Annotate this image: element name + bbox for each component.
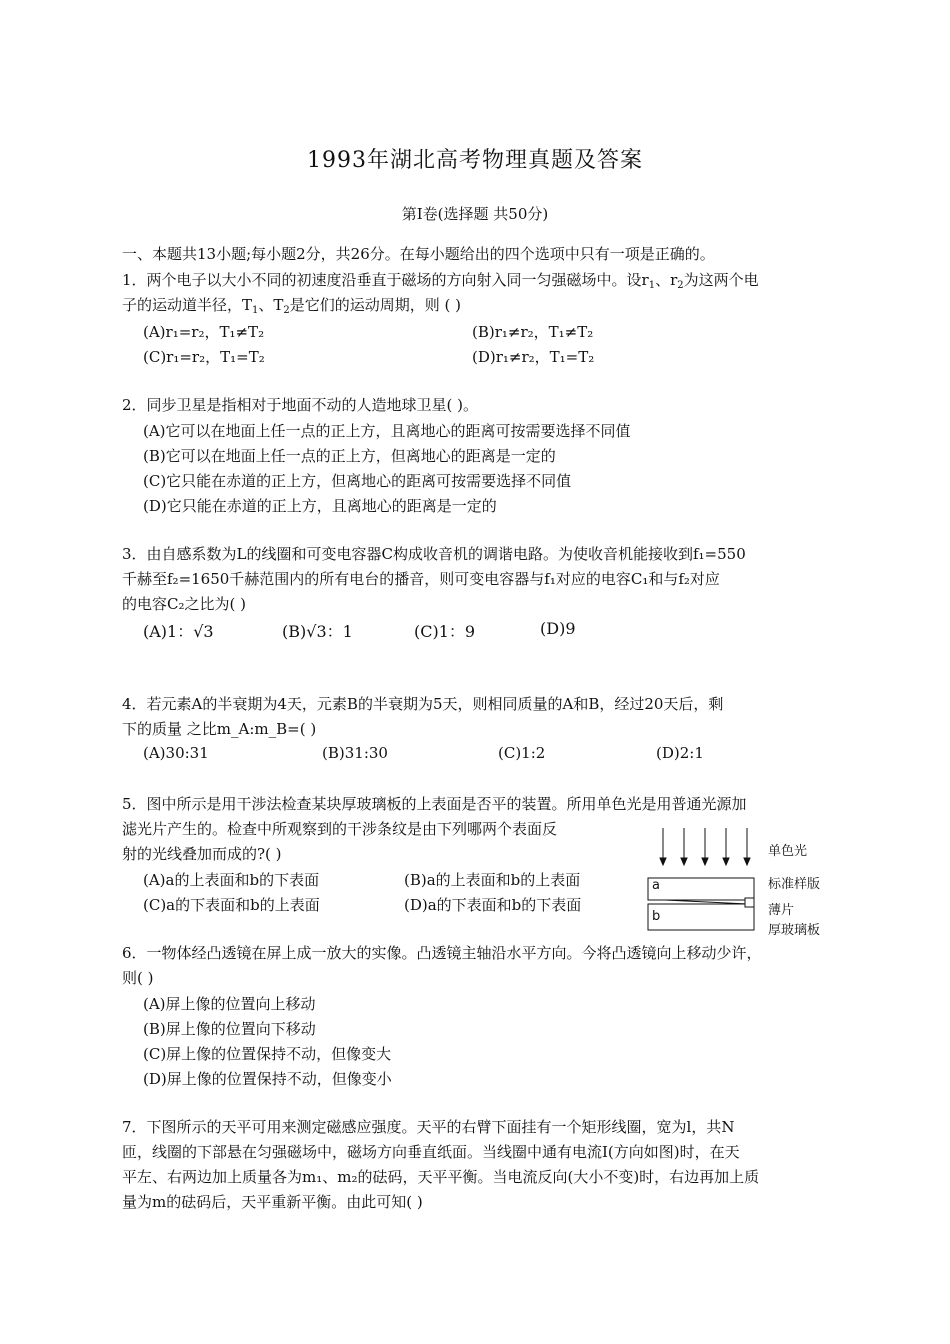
q6-stem-line2: 则( ) [122,969,154,987]
q3-stem-line2: 千赫至f₂=1650千赫范围内的所有电台的播音，则可变电容器与f₁对应的电容C₁和与f₂对应 [122,570,720,588]
q2-option-d: (D)它只能在赤道的正上方，且离地心的距离是一定的 [143,497,497,515]
q4-stem-line2: 下的质量 之比m_A:m_B=( ) [122,720,317,738]
q3-option-c: (C)1：9 [414,622,476,641]
q7-stem-line3: 平左、右两边加上质量各为m₁、m₂的砝码，天平平衡。当电流反向(大小不变)时，右边再加上质 [122,1168,760,1186]
q7-stem-line1: 7．下图所示的天平可用来测定磁感应强度。天平的右臂下面挂有一个矩形线圈，宽为l，共N [122,1118,735,1136]
q6-option-d: (D)屏上像的位置保持不动，但像变小 [143,1070,392,1088]
q2-option-c: (C)它只能在赤道的正上方，但离地心的距离可按需要选择不同值 [143,472,572,490]
thin-sheet-label: 薄片 [768,903,795,918]
q1-stem-line1: 1．两个电子以大小不同的初速度沿垂直于磁场的方向射入同一匀强磁场中。设$r_1$、$r_2$为这两个电 [122,271,759,291]
q7-stem-line4: 量为m的砝码后，天平重新平衡。由此可知( ) [122,1193,423,1211]
q1-option-b: (B)r₁≠r₂，T₁≠T₂ [472,323,594,341]
q7-stem-line2: 匝，线圈的下部悬在匀强磁场中，磁场方向垂直纸面。当线圈中通有电流I(方向如图)时，在天 [122,1143,740,1161]
plate-a-label: a [652,878,660,893]
q2-option-a: (A)它可以在地面上任一点的正上方，且离地心的距离可按需要选择不同值 [143,422,631,440]
q6-stem-line1: 6．一物体经凸透镜在屏上成一放大的实像。凸透镜主轴沿水平方向。今将凸透镜向上移动少许， [122,944,762,962]
q4-option-b: (B)31:30 [322,744,388,762]
q4-stem-line1: 4．若元素A的半衰期为4天，元素B的半衰期为5天，则相同质量的A和B，经过20天后，剩 [122,695,724,713]
q3-stem-line3: 的电容C₂之比为( ) [122,595,246,613]
monochromatic-light-label: 单色光 [768,844,808,859]
q6-option-b: (B)屏上像的位置向下移动 [143,1020,316,1038]
page-title: 1993年湖北高考物理真题及答案 [307,148,643,173]
q6-option-c: (C)屏上像的位置保持不动，但像变大 [143,1045,392,1063]
q4-option-a: (A)30:31 [143,744,209,762]
plate-b-label: b [652,909,661,924]
section-heading: 第Ⅰ卷(选择题 共50分) [401,205,549,223]
q2-stem: 2．同步卫星是指相对于地面不动的人造地球卫星( )。 [122,396,479,414]
q5-option-a: (A)a的上表面和b的下表面 [143,871,320,889]
thick-glass-label: 厚玻璃板 [768,923,821,938]
q3-stem-line1: 3．由自感系数为L的线圈和可变电容器C构成收音机的调谐电路。为使收音机能接收到f₁=550 [122,545,746,563]
q1-option-a: (A)r₁=r₂，T₁≠T₂ [143,323,265,341]
q5-stem-line1: 5．图中所示是用干涉法检查某块厚玻璃板的上表面是否平的装置。所用单色光是用普通光源加 [122,795,747,813]
interference-apparatus-figure [630,820,840,940]
q1-stem-line2: 子的运动道半径，$T_1$、$T_2$是它们的运动周期，则 ( ) [122,296,462,316]
instructions: 一、本题共13小题;每小题2分，共26分。在每小题给出的四个选项中只有一项是正确的。 [122,245,715,263]
q1-option-d: (D)r₁≠r₂，T₁=T₂ [472,348,595,366]
standard-sample-label: 标准样版 [768,877,821,892]
q5-stem-line3: 射的光线叠加而成的?( ) [122,845,282,863]
q3-option-b: (B)√3：1 [282,622,353,641]
q5-stem-line2: 滤光片产生的。检查中所观察到的干涉条纹是由下列哪两个表面反 [122,820,558,838]
q5-option-d: (D)a的下表面和b的下表面 [404,896,582,914]
q3-option-d: (D)9 [540,619,576,638]
q5-option-b: (B)a的上表面和b的上表面 [404,871,581,889]
q5-option-c: (C)a的下表面和b的上表面 [143,896,320,914]
q1-option-c: (C)r₁=r₂，T₁=T₂ [143,348,265,366]
q2-option-b: (B)它可以在地面上任一点的正上方，但离地心的距离是一定的 [143,447,556,465]
q3-option-a: (A)1：√3 [143,622,214,641]
q4-option-d: (D)2:1 [656,744,704,762]
q6-option-a: (A)屏上像的位置向上移动 [143,995,316,1013]
q4-option-c: (C)1:2 [498,744,546,762]
